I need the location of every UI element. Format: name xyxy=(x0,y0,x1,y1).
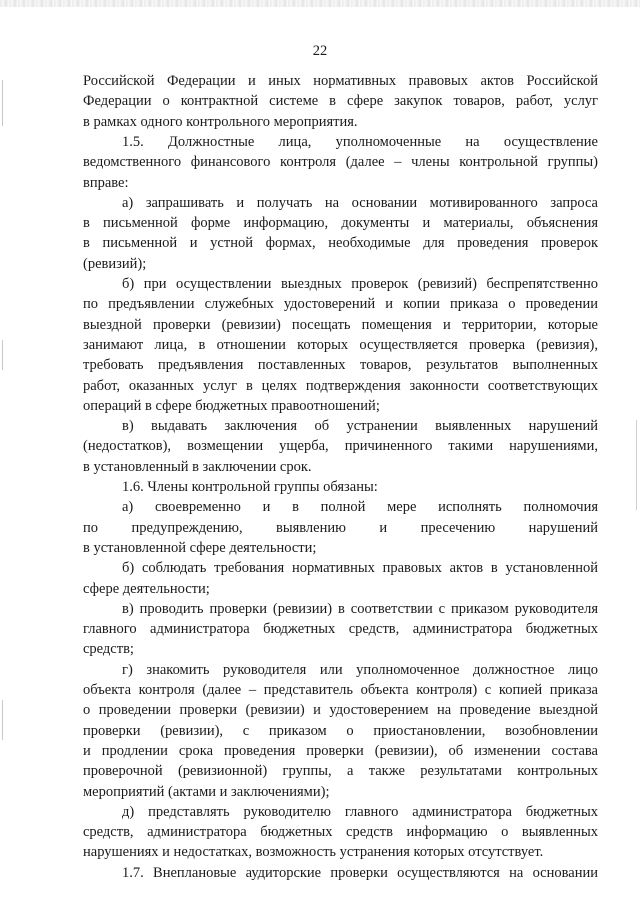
text-line: (недостатков), возмещении ущерба, причиненного такими нарушениями, xyxy=(83,438,598,455)
text-line: 1.6. Члены контрольной группы обязаны: xyxy=(122,479,378,495)
text-line: нарушениях и недостатках, возможность устранения которых отсутствует. xyxy=(83,844,544,861)
text-line: в) выдавать заключения об устранении выявленных нарушений xyxy=(122,418,598,435)
text-line: по предъявлении служебных удостоверений и копии приказа о проведении xyxy=(83,296,598,313)
text-line: 1.7. Внеплановые аудиторские проверки осуществляются на основании xyxy=(122,864,598,881)
text-line: а) запрашивать и получать на основании мотивированного запроса xyxy=(122,194,598,211)
text-line: Российской Федерации и иных нормативных правовых актов Российской xyxy=(83,73,598,89)
text-line: выездной проверки (ревизии) посещать помещения и территории, которые xyxy=(83,316,598,333)
text-line: д) представлять руководителю главного администратора бюджетных xyxy=(122,803,598,820)
text-line: сфере деятельности; xyxy=(83,580,210,597)
text-line: по предупреждению, выявлению и пресечению нарушений xyxy=(83,519,598,536)
text-line: а) своевременно и в полной мере исполнять полномочия xyxy=(122,499,598,516)
scan-edge-left xyxy=(2,80,3,126)
text-line: о проведении проверки (ревизии) и удостоверением на проведение выездной xyxy=(83,702,598,719)
scan-edge-right xyxy=(636,420,637,510)
text-line: Федерации о контрактной системе в сфере закупок товаров, работ, услуг xyxy=(83,93,598,110)
text-line: проверки (ревизии), с приказом о приостановлении, возобновлении xyxy=(83,722,598,739)
text-line: в) проводить проверки (ревизии) в соответствии с приказом руководителя xyxy=(122,600,598,617)
text-line: в письменной и устной формах, необходимые для проведения проверок xyxy=(83,235,598,252)
page-number: 22 xyxy=(312,43,328,59)
text-line: и продлении срока проведения проверки (ревизии), об изменении состава xyxy=(83,742,598,759)
text-line: в рамках одного контрольного мероприятия. xyxy=(83,113,358,130)
text-line: вправе: xyxy=(83,174,129,191)
text-line: г) знакомить руководителя или уполномоченное должностное лицо xyxy=(122,661,598,678)
text-line: мероприятий (актами и заключениями); xyxy=(83,783,330,800)
text-line: в установленный в заключении срок. xyxy=(83,458,312,475)
text-line: средств, администратора бюджетных средств информацию о выявленных xyxy=(83,824,598,841)
scan-edge-left xyxy=(2,340,3,370)
scan-edge-left xyxy=(2,700,3,740)
text-line: б) при осуществлении выездных проверок (ревизий) беспрепятственно xyxy=(122,276,598,292)
text-line: б) соблюдать требования нормативных правовых актов в установленной xyxy=(122,560,598,577)
text-line: работ, оказанных услуг в целях подтверждения законности соответствующих xyxy=(83,377,598,394)
text-line: занимают лица, в отношении которых осуществляется проверка (ревизия), xyxy=(83,336,598,353)
text-line: средств; xyxy=(83,641,134,658)
text-line: 1.5. Должностные лица, уполномоченные на осуществление xyxy=(122,133,598,150)
text-line: проверочной (ревизионной) группы, а также результатами контрольных xyxy=(83,763,598,780)
text-line: в установленной сфере деятельности; xyxy=(83,539,317,556)
text-line: операций в сфере бюджетных правоотношений; xyxy=(83,397,380,414)
scan-edge-top xyxy=(0,0,640,7)
text-line: в письменной форме информацию, документы и материалы, объяснения xyxy=(83,215,598,232)
text-line: главного администратора бюджетных средств, администратора бюджетных xyxy=(83,621,598,638)
text-line: ведомственного финансового контроля (далее – члены контрольной группы) xyxy=(83,154,598,171)
text-line: требовать предъявления поставленных товаров, результатов выполненных xyxy=(83,357,598,374)
text-line: объекта контроля (далее – представитель объекта контроля) с копией приказа xyxy=(83,682,598,698)
text-line: (ревизий); xyxy=(83,255,147,272)
